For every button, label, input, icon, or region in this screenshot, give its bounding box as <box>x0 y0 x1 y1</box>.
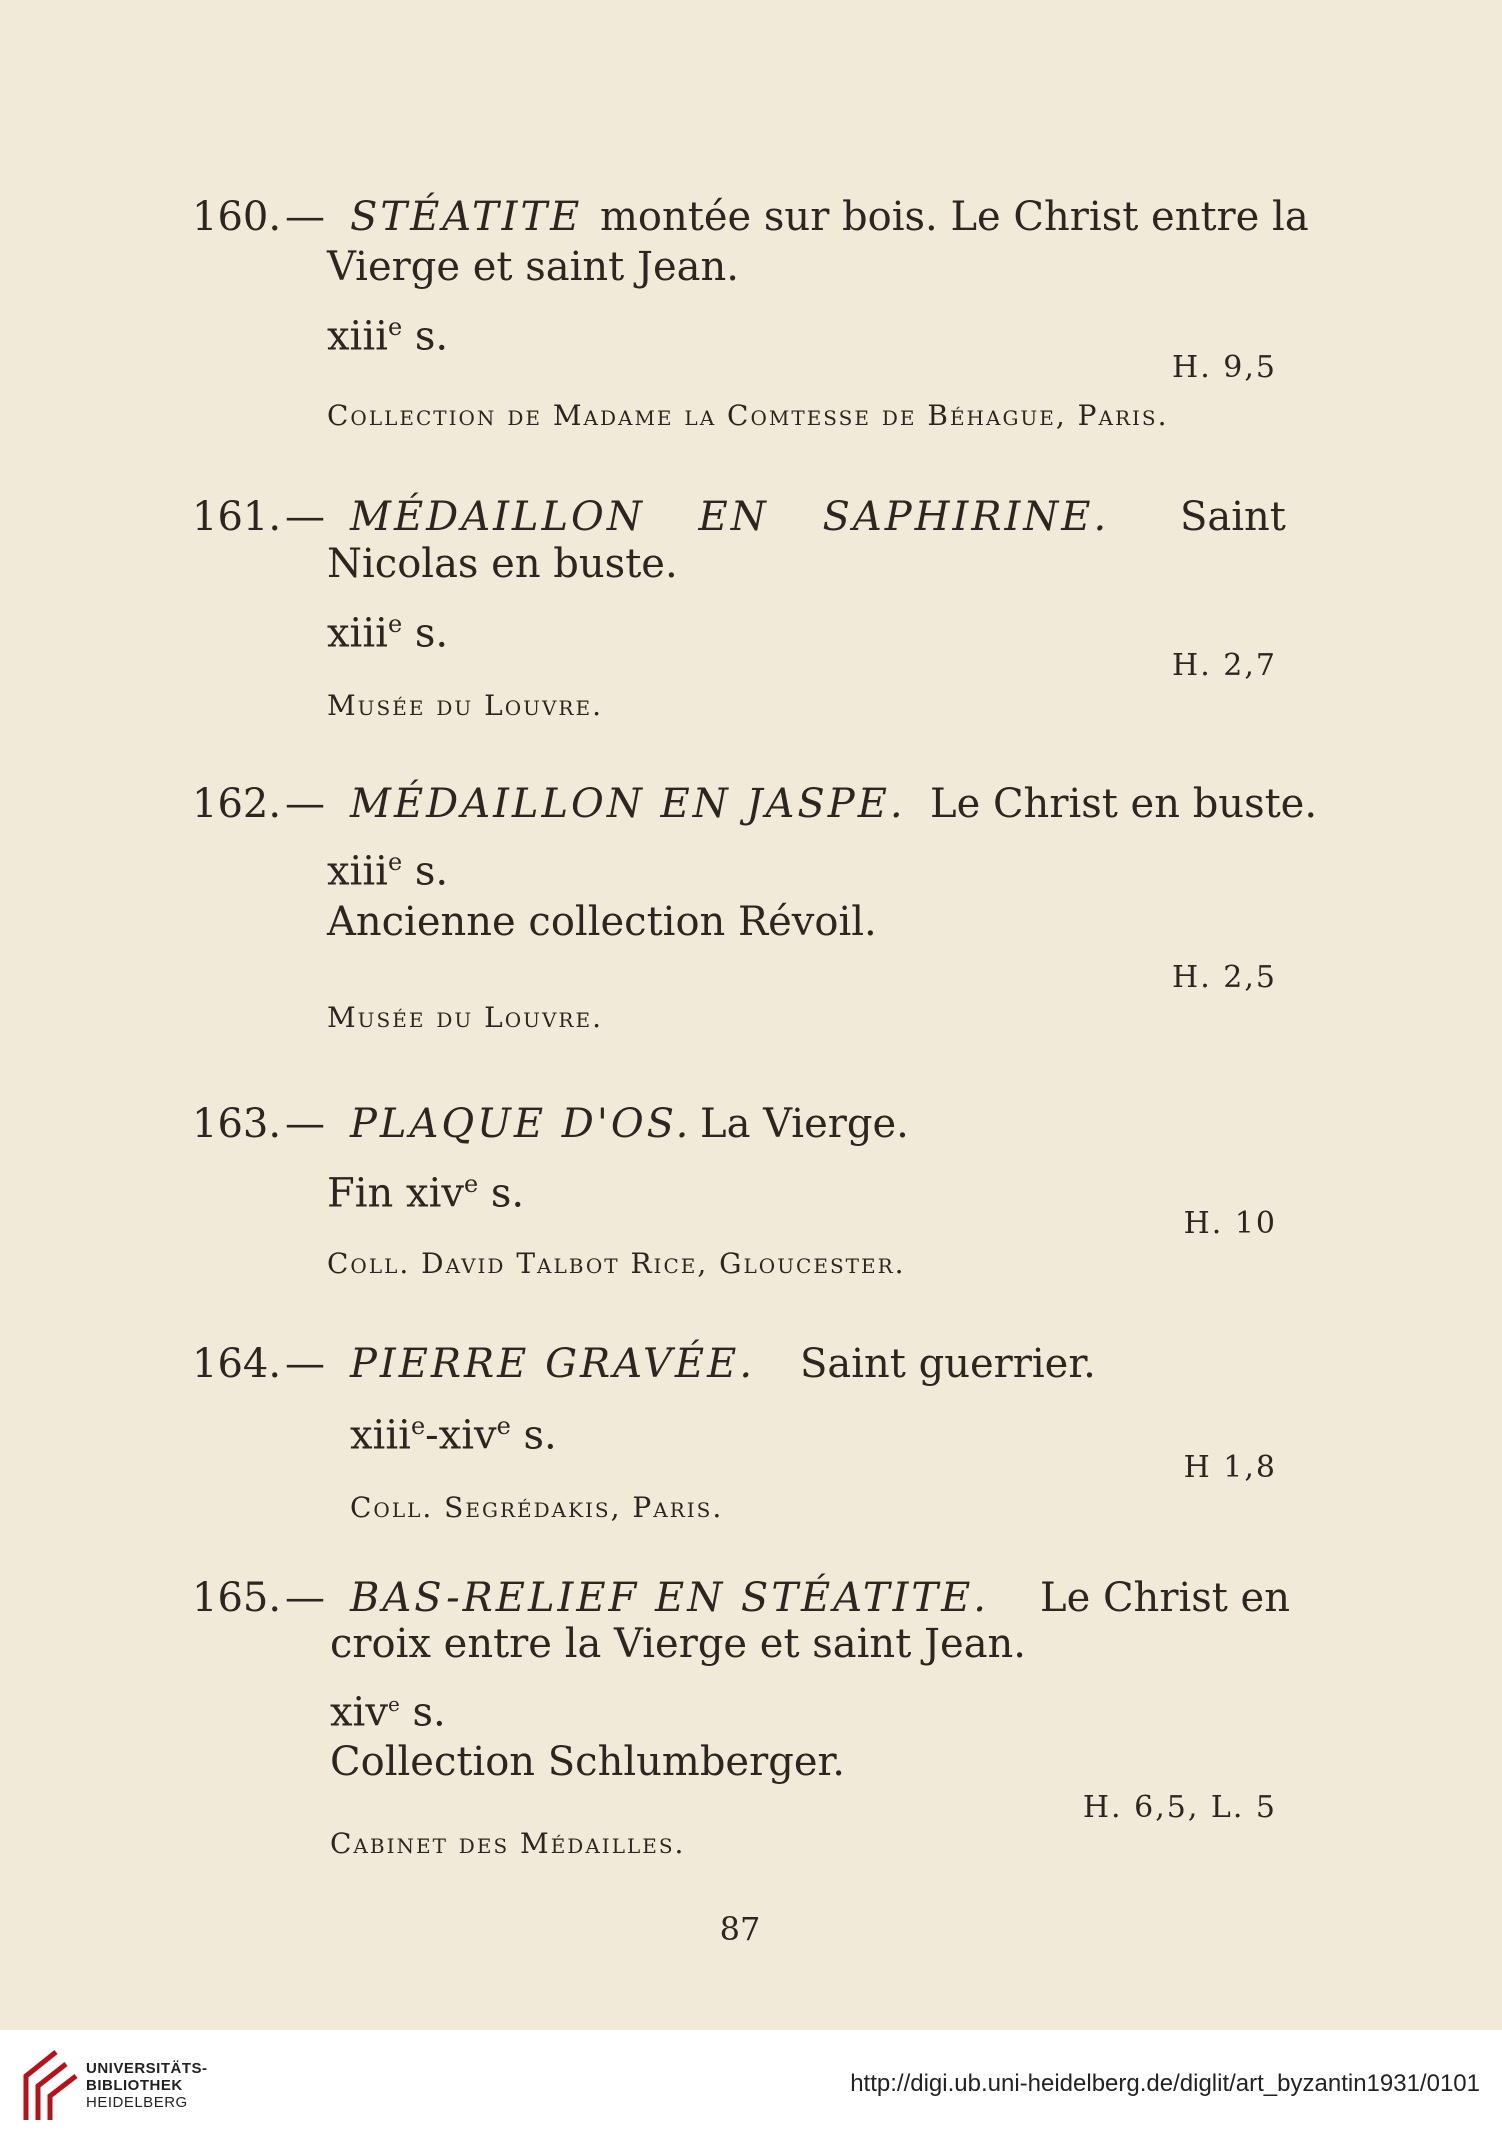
entry-collection: Cabinet des Médailles. <box>330 1827 686 1860</box>
entry-number: 162. <box>192 781 282 827</box>
entry-dimensions: H. 10 <box>1183 1206 1277 1241</box>
entry-century: Fin xiv$^e$ s. <box>327 1170 525 1217</box>
source-url[interactable]: http://digi.ub.uni-heidelberg.de/diglit/art_byzantin1931/0101 <box>850 2070 1480 2097</box>
entry-description: Saint <box>1180 494 1286 540</box>
entry-dash: — <box>285 194 325 240</box>
entry-century: xiii$^e$ s. <box>327 610 449 657</box>
footer-bar <box>0 2030 1502 2138</box>
entry-number: 163. <box>192 1101 282 1147</box>
entry-title: STÉATITE <box>350 194 583 240</box>
entry-collection: Coll. Segrédakis, Paris. <box>350 1491 724 1524</box>
entry-collection: Musée du Louvre. <box>327 1001 603 1034</box>
entry-number: 164. <box>192 1341 282 1387</box>
entry-description-cont: Nicolas en buste. <box>327 541 678 587</box>
entry-description: montée sur bois. Le Christ entre la <box>600 194 1309 240</box>
page-number: 87 <box>719 1910 761 1948</box>
entry-title: PIERRE GRAVÉE. <box>350 1341 756 1387</box>
entry-provenance: Collection Schlumberger. <box>330 1739 845 1785</box>
entry-century: xiii$^e$ s. <box>327 313 449 360</box>
entry-dash: — <box>285 1341 325 1387</box>
entry-description-cont: Vierge et saint Jean. <box>327 244 739 290</box>
library-name: UNIVERSITÄTS- BIBLIOTHEK HEIDELBERG <box>86 2060 208 2111</box>
entry-century: xiv$^e$ s. <box>330 1689 446 1736</box>
entry-dimensions: H. 2,7 <box>1172 648 1277 683</box>
entry-dimensions: H. 2,5 <box>1172 960 1277 995</box>
entry-title: MÉDAILLON EN JASPE. <box>350 781 906 827</box>
entry-dimensions: H. 9,5 <box>1172 350 1277 385</box>
entry-description-cont: croix entre la Vierge et saint Jean. <box>330 1621 1027 1667</box>
entry-dash: — <box>285 781 325 827</box>
entry-dash: — <box>285 1101 325 1147</box>
entry-dash: — <box>285 1575 325 1621</box>
entry-title: MÉDAILLON EN SAPHIRINE. <box>350 494 1110 540</box>
entry-description: Le Christ en buste. <box>930 781 1318 827</box>
entry-number: 165. <box>192 1575 282 1621</box>
entry-dimensions: H 1,8 <box>1183 1450 1277 1485</box>
entry-dash: — <box>285 494 325 540</box>
entry-number: 160. <box>192 194 282 240</box>
entry-title: PLAQUE D'OS. <box>350 1101 692 1147</box>
entry-number: 161. <box>192 494 282 540</box>
entry-description: Saint guerrier. <box>800 1341 1096 1387</box>
entry-provenance: Ancienne collection Révoil. <box>327 899 877 945</box>
entry-collection: Collection de Madame la Comtesse de Béhague, Paris. <box>327 399 1169 432</box>
entry-collection: Coll. David Talbot Rice, Gloucester. <box>327 1247 906 1280</box>
entry-century: xiii$^e$ s. <box>327 848 449 895</box>
entry-collection: Musée du Louvre. <box>327 689 603 722</box>
entry-title: BAS-RELIEF EN STÉATITE. <box>350 1575 989 1621</box>
library-logo-icon <box>16 2046 82 2126</box>
entry-description: Le Christ en <box>1040 1575 1290 1621</box>
entry-description: La Vierge. <box>700 1101 909 1147</box>
entry-dimensions: H. 6,5, L. 5 <box>1082 1790 1277 1825</box>
entry-century: xiii$^e$-xiv$^e$ s. <box>350 1412 557 1459</box>
